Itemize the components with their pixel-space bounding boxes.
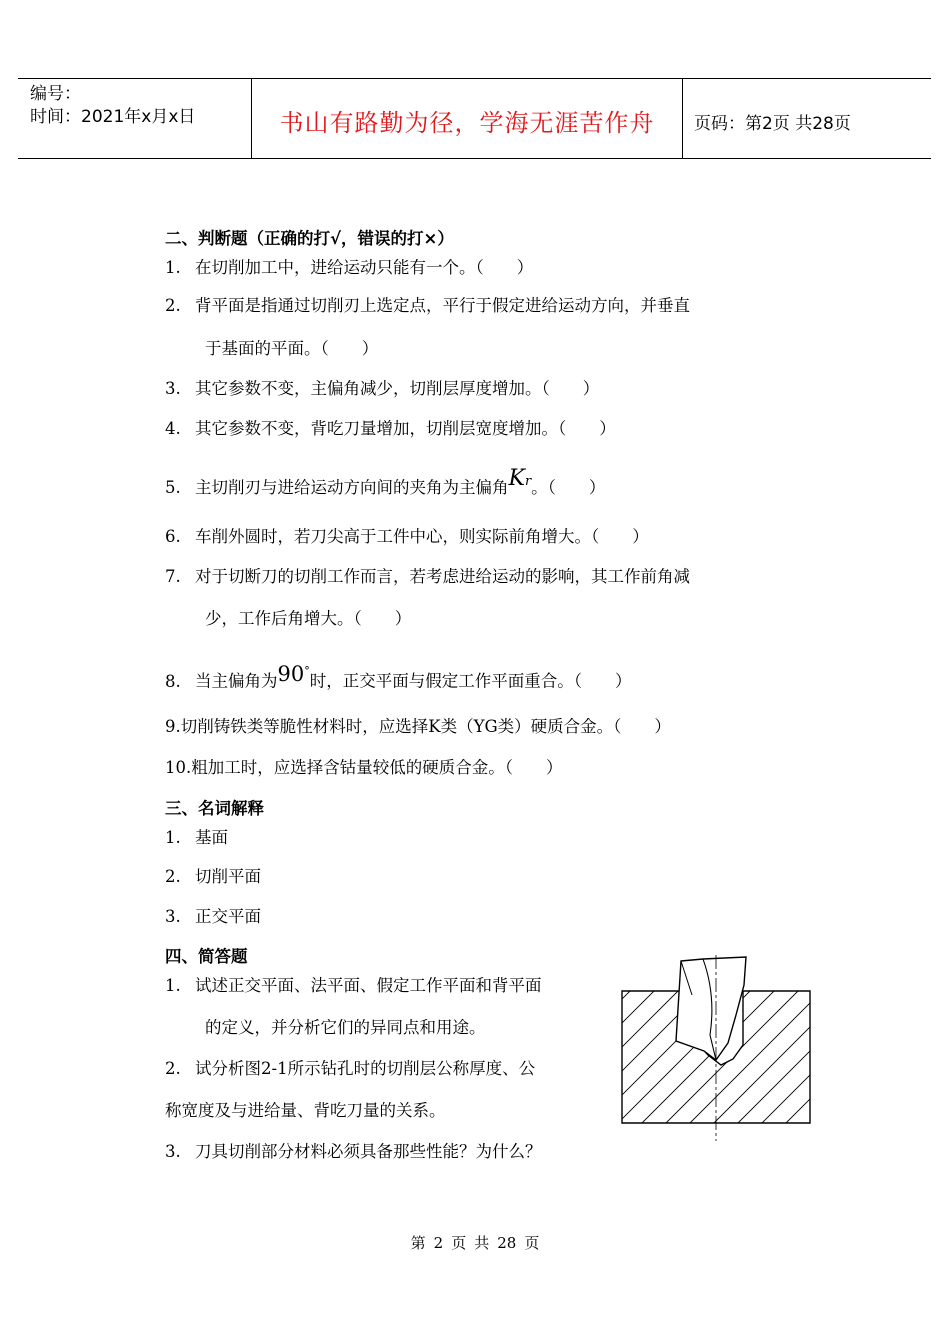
judgment-item-2: 2. 背平面是指通过切削刃上选定点，平行于假定进给运动方向，并垂直 — [165, 296, 690, 315]
drill-bit — [676, 957, 746, 1060]
header-motto: 书山有路勤为径，学海无涯苦作舟 — [279, 109, 655, 137]
angle-90-symbol: 90° — [277, 661, 310, 686]
section2-title: 二、判断题（正确的打√，错误的打×） — [165, 229, 454, 248]
footer-total-pages: 28 — [497, 1234, 517, 1252]
judgment-item-2-cont: 于基面的平面。（ ） — [205, 339, 379, 358]
judgment-item-5: 5. 主切削刃与进给运动方向间的夹角为主偏角Kr。（ ） — [165, 466, 606, 497]
short-answer-item-2: 2. 试分析图2-1所示钻孔时的切削层公称厚度、公 — [165, 1059, 536, 1078]
document-time-label: 时间：2021年x月x日 — [30, 107, 196, 127]
document-number-label: 编号： — [30, 84, 81, 104]
term-item-1: 1. 基面 — [165, 828, 228, 847]
footer-ye: 页 — [451, 1234, 467, 1252]
short-answer-item-2-cont: 称宽度及与进给量、背吃刀量的关系。 — [165, 1101, 446, 1120]
judgment-item-6: 6. 车削外圆时，若刀尖高于工件中心，则实际前角增大。（ ） — [165, 527, 649, 546]
page-header — [18, 78, 931, 159]
footer-page-number: 2 — [433, 1234, 444, 1252]
term-item-3: 3. 正交平面 — [165, 907, 261, 926]
judgment-item-9: 9.切削铸铁类等脆性材料时，应选择K类（YG类）硬质合金。（ ） — [165, 717, 671, 736]
page-footer — [0, 1232, 950, 1253]
kr-symbol: Kr — [508, 466, 532, 491]
footer-ye-2: 页 — [524, 1234, 540, 1252]
judgment-item-4: 4. 其它参数不变，背吃刀量增加，切削层宽度增加。（ ） — [165, 419, 616, 438]
short-answer-item-3: 3. 刀具切削部分材料必须具备那些性能？为什么？ — [165, 1142, 542, 1161]
judgment-item-7-cont: 少，工作后角增大。（ ） — [205, 609, 412, 628]
short-answer-item-1-cont: 的定义，并分析它们的异同点和用途。 — [205, 1018, 486, 1037]
section3-title: 三、名词解释 — [165, 799, 264, 818]
footer-di: 第 — [410, 1234, 426, 1252]
judgment-item-1: 1. 在切削加工中，进给运动只能有一个。（ ） — [165, 258, 534, 277]
judgment-item-7: 7. 对于切断刀的切削工作而言，若考虑进给运动的影响，其工作前角减 — [165, 567, 690, 586]
footer-gong: 共 — [474, 1234, 490, 1252]
judgment-item-10: 10.粗加工时，应选择含钴量较低的硬质合金。（ ） — [165, 758, 563, 777]
term-item-2: 2. 切削平面 — [165, 867, 261, 886]
drilling-figure — [618, 955, 814, 1145]
short-answer-item-1: 1. 试述正交平面、法平面、假定工作平面和背平面 — [165, 976, 542, 995]
section4-title: 四、简答题 — [165, 947, 248, 966]
header-page-label: 页码：第2页 共28页 — [694, 114, 851, 134]
header-meta — [30, 83, 195, 129]
judgment-item-3: 3. 其它参数不变，主偏角减少，切削层厚度增加。（ ） — [165, 379, 600, 398]
judgment-item-8: 8. 当主偏角为90°时，正交平面与假定工作平面重合。（ ） — [165, 661, 632, 691]
